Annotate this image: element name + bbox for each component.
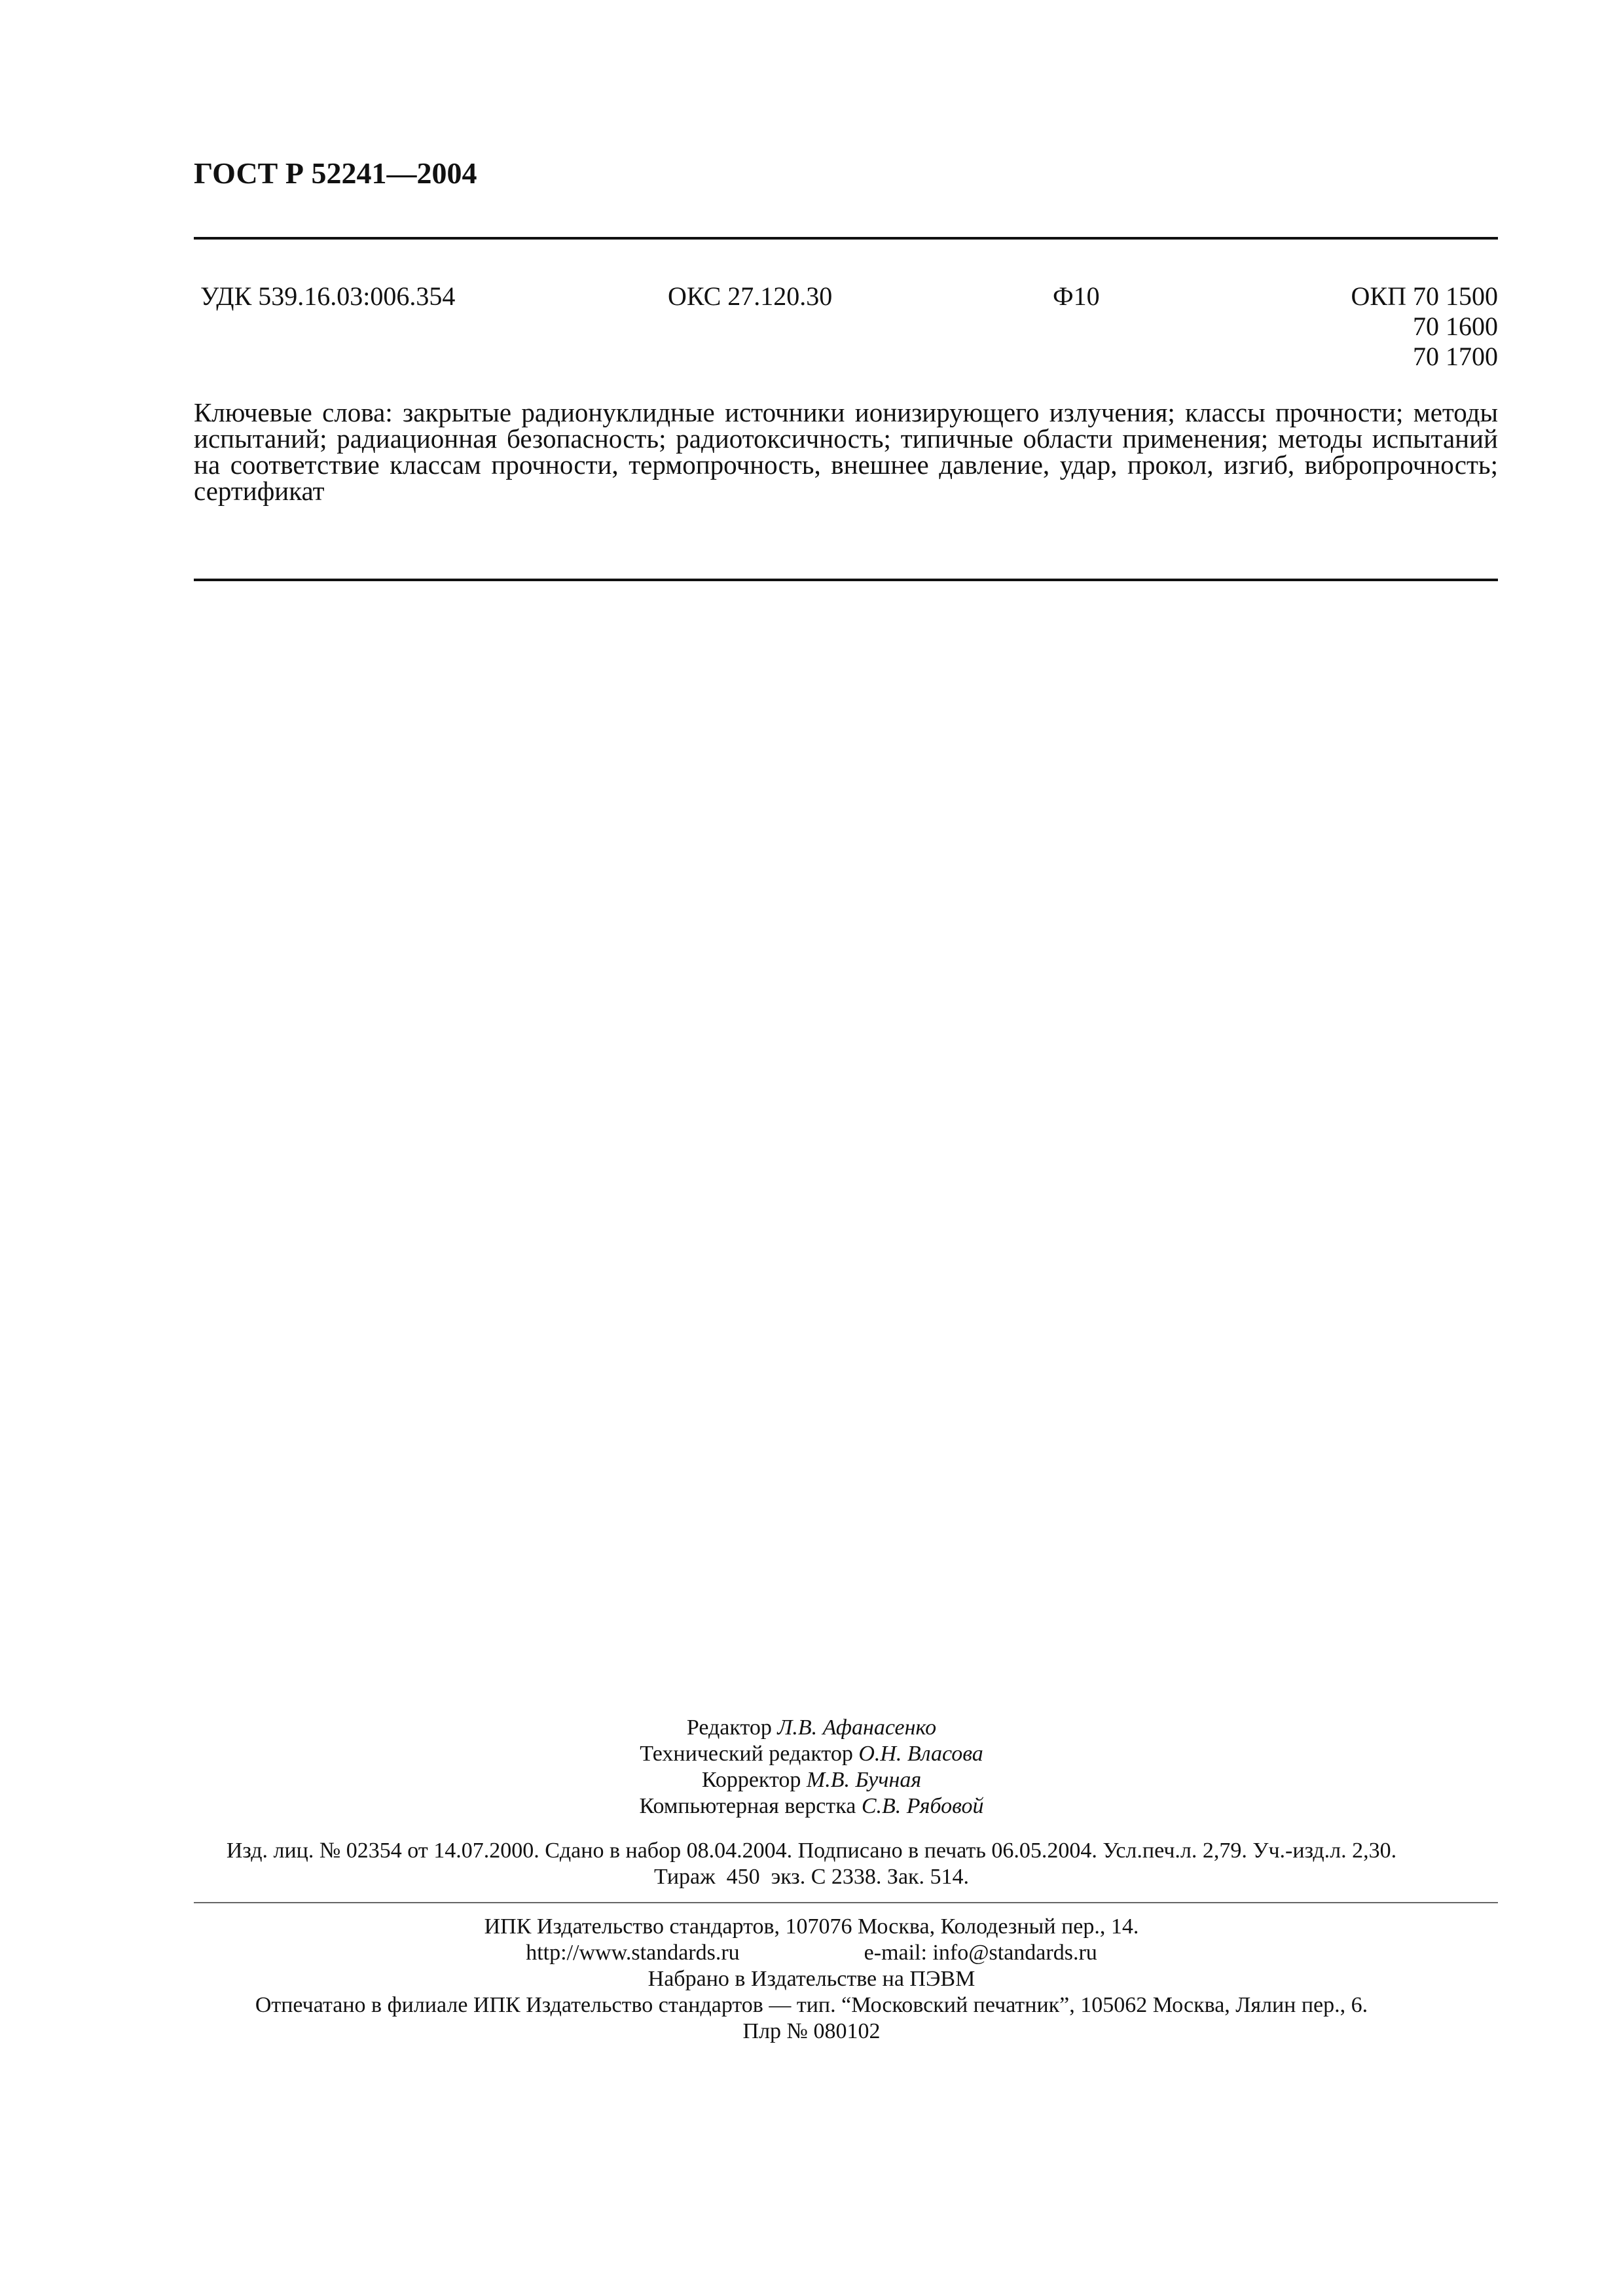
- group-code: Ф10: [1053, 281, 1100, 311]
- printer-license: Плр № 080102: [742, 2019, 881, 2043]
- oks-code: ОКС 27.120.30: [668, 281, 833, 311]
- email-address[interactable]: e-mail: info@standards.ru: [864, 1941, 1097, 1965]
- contacts-line: [0, 1940, 1623, 1966]
- keywords-paragraph: Ключевые слова: закрытые радионуклидные источники ионизирующего излучения; классы прочности; методы испытаний; радиационная безопасность; радиотоксичность; типичные области применения; методы испытаний на соответствие классам прочности, термопрочность, внешнее давление, удар, прокол, изгиб, вибропрочность; сертификат: [194, 397, 1498, 506]
- credit-layout: Компьютерная верстка С.В. Рябовой: [639, 1794, 984, 1818]
- okp-code-3: 70 1700: [1413, 342, 1498, 371]
- credit-technical-editor: Технический редактор О.Н. Власова: [640, 1742, 983, 1766]
- website-link[interactable]: http://www.standards.ru: [526, 1941, 740, 1965]
- okp-code-1: ОКП 70 1500: [1351, 281, 1498, 311]
- udk-code: УДК 539.16.03:006.354: [200, 281, 456, 311]
- publisher-address: ИПК Издательство стандартов, 107076 Москва, Колодезный пер., 14.: [484, 1914, 1139, 1939]
- middle-divider: [194, 579, 1498, 581]
- credit-editor: Редактор Л.В. Афанасенко: [686, 1715, 937, 1740]
- publication-info: [0, 1838, 1623, 1890]
- typeset-note: Набрано в Издательстве на ПЭВМ: [647, 1967, 976, 1991]
- okp-code-2: 70 1600: [1413, 312, 1498, 341]
- credit-proofreader: Корректор М.В. Бучная: [701, 1768, 922, 1792]
- printed-note: Отпечатано в филиале ИПК Издательство стандартов — тип. “Московский печатник”, 105062 Москва, Лялин пер., 6.: [255, 1993, 1368, 2017]
- publication-line-1: Изд. лиц. № 02354 от 14.07.2000. Сдано в набор 08.04.2004. Подписано в печать 06.05.2004. Усл.печ.л. 2,79. Уч.-изд.л. 2,30.: [226, 1839, 1397, 1863]
- document-code: ГОСТ Р 52241—2004: [194, 156, 477, 190]
- top-divider: [194, 237, 1498, 240]
- bottom-divider: [194, 1902, 1498, 1903]
- printer-info: [0, 1914, 1623, 2045]
- okp-codes: [1351, 281, 1498, 372]
- publication-line-2: Тираж 450 экз. С 2338. Зак. 514.: [653, 1865, 970, 1889]
- editorial-credits: [0, 1715, 1623, 1820]
